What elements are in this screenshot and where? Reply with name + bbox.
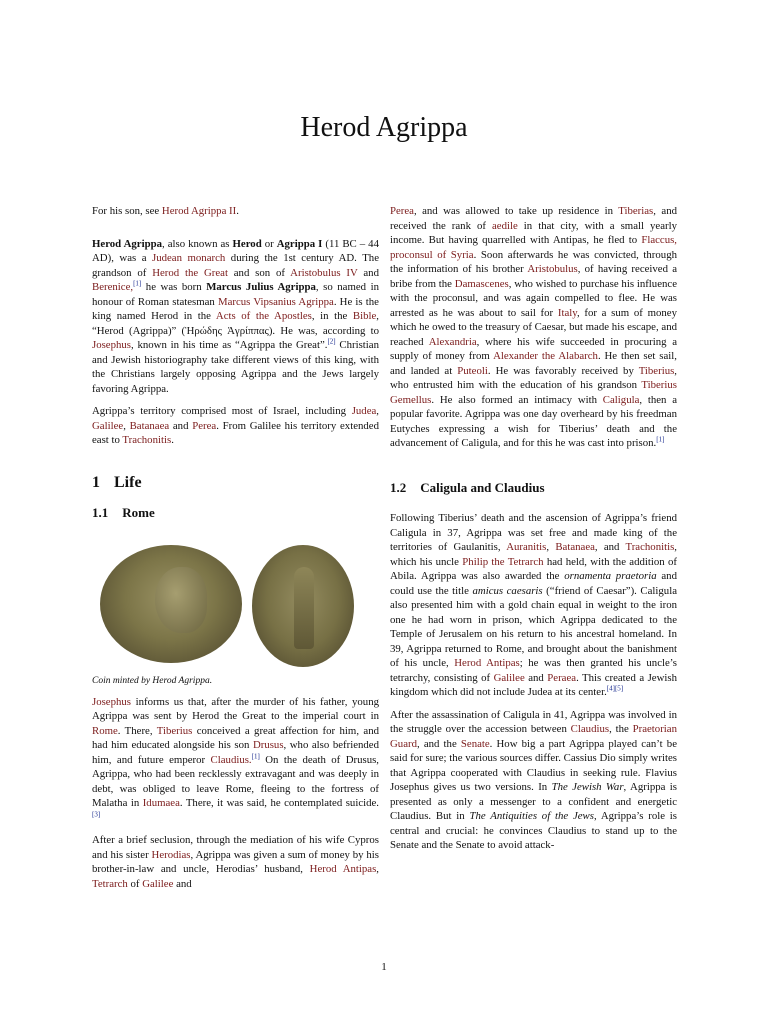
- link-philip-the-tetrarch[interactable]: Philip the Tetrarch: [462, 555, 544, 568]
- right-column: [390, 204, 677, 853]
- link-puteoli[interactable]: Puteoli: [457, 364, 488, 377]
- link-josephus-2[interactable]: Josephus: [92, 695, 131, 708]
- link-aristobulus-iv[interactable]: Aristobulus IV: [290, 266, 358, 279]
- ref-3[interactable]: [3]: [92, 809, 101, 818]
- caligula-paragraph-2: After the assassination of Caligula in 41, Agrippa was involved in the struggle over the accession between Claudius, the Praetorian Guard, and the Senate. How big a part Agrippa played can’t be said for sure; the various sources differ. Cassius Dio simply writes that Agrippa cooperated with Claudius in seeking rule. Flavius Josephus gives us two versions. In The Jewish War, Agrippa is presented as only a messenger to a confident and energetic Claudius. But in The Antiquities of the Jews, Agrippa’s role is central and crucial: he convinces Claudius to stand up to the Senate and the Senate to avoid attack-: [390, 708, 678, 851]
- link-herod-antipas-2[interactable]: Herod Antipas: [454, 657, 520, 669]
- link-damascenes[interactable]: Damascenes: [454, 277, 509, 290]
- link-berenice[interactable]: Berenice,: [92, 281, 134, 293]
- link-tiberias[interactable]: Tiberias: [618, 205, 654, 217]
- link-tiberius-2[interactable]: Tiberius: [638, 364, 675, 377]
- territory-paragraph: Agrippa’s territory comprised most of Israel, including Judea, Galilee, Batanaea and Perea. From Galilee his territory extended east to Trachonitis.: [92, 405, 379, 446]
- ref-2[interactable]: [2]: [327, 337, 336, 346]
- rome-paragraph-1: Josephus informs us that, after the murder of his father, young Agrippa was sent by Herod the Great to the imperial court in Rome. There, Tiberius conceived a great affection for him, and had him educated alongside his son Drusus, who also befriended him, and future emperor Claudius.[1] On the death of Drusus, Agrippa, who had been recklessly extravagant and was deeply in debt, was obliged to leave Rome, fleeing to the fortress of Malatha in Idumaea. There, it was said, he contemplated suicide.[3]: [92, 695, 379, 818]
- link-aristobulus[interactable]: Aristobulus: [527, 263, 578, 275]
- figure-caption: Coin minted by Herod Agrippa.: [92, 675, 213, 686]
- ref-1c[interactable]: [1]: [656, 435, 665, 444]
- link-claudius[interactable]: Claudius.: [210, 753, 252, 766]
- link-herod-agrippa-ii[interactable]: Herod Agrippa II: [161, 205, 237, 217]
- subsection-heading-rome: 1.1 Rome: [92, 505, 155, 520]
- intro-paragraph: Herod Agrippa, also known as Herod or Agrippa I (11 BC – 44 AD), was a Judean monarch during the 1st century AD. The grandson of Herod the Great and son of Aristobulus IV and Berenice,[1] he was born Marcus Julius Agrippa, so named in honour of Roman statesman Marcus Vipsanius Agrippa. He is the king named Herod in the Acts of the Apostles, in the Bible, “Herod (Agrippa)” (Ἡρώδης Ἀγρίππας). He was, according to Josephus, known in his time as “Agrippa the Great”.[2] Christian and Jewish historiography take different views of this king, with the Christians largely opposing Agrippa and the Jews largely favoring Agrippa.: [92, 237, 379, 395]
- link-tiberius-gemellus[interactable]: Tiberius Gemellus: [390, 379, 677, 406]
- ref-1b[interactable]: [1]: [251, 751, 260, 760]
- rome-paragraph-2: After a brief seclusion, through the mediation of his wife Cypros and his sister Herodias, Agrippa was given a sum of money by his brother-in-law and uncle, Herodias’ husband, Herod Antipas, Tetrarch of Galilee and: [92, 834, 379, 890]
- link-claudius-2[interactable]: Claudius: [570, 723, 610, 735]
- link-bible[interactable]: Bible: [352, 310, 377, 322]
- subsection-heading-caligula-and-claudius: 1.2 Caligula and Claudius: [390, 479, 545, 495]
- link-galilee[interactable]: Galilee: [92, 419, 124, 432]
- link-perea-2[interactable]: Perea: [390, 205, 414, 217]
- link-judea[interactable]: Judea: [351, 405, 377, 417]
- link-rome[interactable]: Rome: [92, 724, 118, 737]
- link-herod-antipas[interactable]: Herod Antipas: [309, 863, 377, 875]
- left-column: [92, 204, 379, 891]
- page-number: 1: [381, 961, 387, 973]
- caligula-paragraph-1: Following Tiberius’ death and the ascension of Agrippa’s friend Caligula in 37, Agrippa was set free and made king of the territories of Gaulanitis, Auranitis, Batanaea, and Trachonitis, which his uncle Philip the Tetrarch had held, with the addition of Abila. Agrippa was also awarded the ornamenta praetoria and could use the title amicus caesaris (“friend of Caesar”). Caligula also presented him with a gold chain equal in weight to the iron one he had worn in prison, which Agrippa dedicated to the Temple of Jerusalem on his return to his ancestral homeland. In 39, Agrippa returned to Rome, and brought about the banishment of his uncle, Herod Antipas; he was then granted his uncle’s tetrarchy, consisting of Galilee and Peraea. This created a Jewish kingdom which did not include Judea at its center.[4][5]: [390, 512, 677, 698]
- coin-reverse: [252, 545, 354, 667]
- link-senate[interactable]: Senate: [460, 737, 490, 750]
- ref-5[interactable]: [5]: [614, 684, 624, 693]
- ref-1[interactable]: [1]: [133, 279, 142, 288]
- link-peraea[interactable]: Peraea: [547, 671, 577, 684]
- link-trachonitis-2[interactable]: Trachonitis: [625, 541, 675, 553]
- page-title: Herod Agrippa: [300, 112, 468, 143]
- link-alexandria[interactable]: Alexandria: [428, 335, 477, 348]
- ref-4[interactable]: [4]: [606, 684, 615, 693]
- link-galilee-2[interactable]: Galilee: [142, 877, 174, 890]
- link-italy[interactable]: Italy: [557, 306, 577, 319]
- link-trachonitis[interactable]: Trachonitis: [122, 434, 172, 446]
- link-tetrarch[interactable]: Tetrarch: [92, 877, 128, 890]
- link-perea[interactable]: Perea: [192, 419, 217, 432]
- link-herod-the-great[interactable]: Herod the Great: [152, 266, 228, 279]
- link-josephus[interactable]: Josephus: [92, 339, 131, 351]
- link-acts-of-the-apostles[interactable]: Acts of the Apostles: [215, 310, 312, 322]
- continued-paragraph: Perea, and was allowed to take up residence in Tiberias, and received the rank of aedile in that city, with a small yearly income. But having quarrelled with Antipas, he fled to Flaccus, proconsul of Syria. Soon afterwards he was convicted, through the information of his brother Aristobulus, of having received a bribe from the Damascenes, who wished to purchase his influence with the proconsul, and was again compelled to flee. He was arrested as he was about to sail for Italy, for a sum of money which he owed to the treasury of Caesar, but made his escape, and reached Alexandria, where his wife succeeded in procuring a supply of money from Alexander the Alabarch. He then set sail, and landed at Puteoli. He was favorably received by Tiberius, who entrusted him with the education of his grandson Tiberius Gemellus. He also formed an intimacy with Caligula, then a popular favorite. Agrippa was one day overheard by his freedman Eutyches expressing a wish for Tiberius’ death and the advancement of Caligula, and for this he was cast into prison.[1]: [390, 205, 678, 449]
- link-alexander-the-alabarch[interactable]: Alexander the Alabarch: [493, 350, 598, 362]
- link-herodias[interactable]: Herodias: [151, 848, 191, 861]
- link-idumaea[interactable]: Idumaea: [142, 797, 180, 809]
- link-tiberius[interactable]: Tiberius: [156, 724, 193, 737]
- link-praetorian-guard[interactable]: Praetorian Guard: [390, 723, 677, 750]
- hatnote: For his son, see Herod Agrippa II.: [92, 205, 239, 217]
- link-drusus[interactable]: Drusus: [252, 739, 284, 751]
- link-marcus-vipsanius-agrippa[interactable]: Marcus Vipsanius Agrippa: [217, 295, 334, 308]
- link-auranitis[interactable]: Auranitis: [506, 541, 547, 553]
- link-flaccus[interactable]: Flaccus, proconsul of Syria: [390, 234, 677, 261]
- link-batanaea[interactable]: Batanaea: [129, 419, 170, 432]
- link-galilee-3[interactable]: Galilee: [493, 671, 525, 684]
- section-heading-life: 1 Life: [92, 473, 142, 491]
- link-caligula[interactable]: Caligula: [602, 393, 640, 406]
- coin-obverse: [100, 545, 242, 663]
- link-aedile[interactable]: aedile: [491, 219, 518, 232]
- link-batanaea-2[interactable]: Batanaea: [555, 541, 595, 553]
- coin-image: [92, 539, 379, 669]
- link-judean-monarch[interactable]: Judean monarch: [152, 252, 226, 264]
